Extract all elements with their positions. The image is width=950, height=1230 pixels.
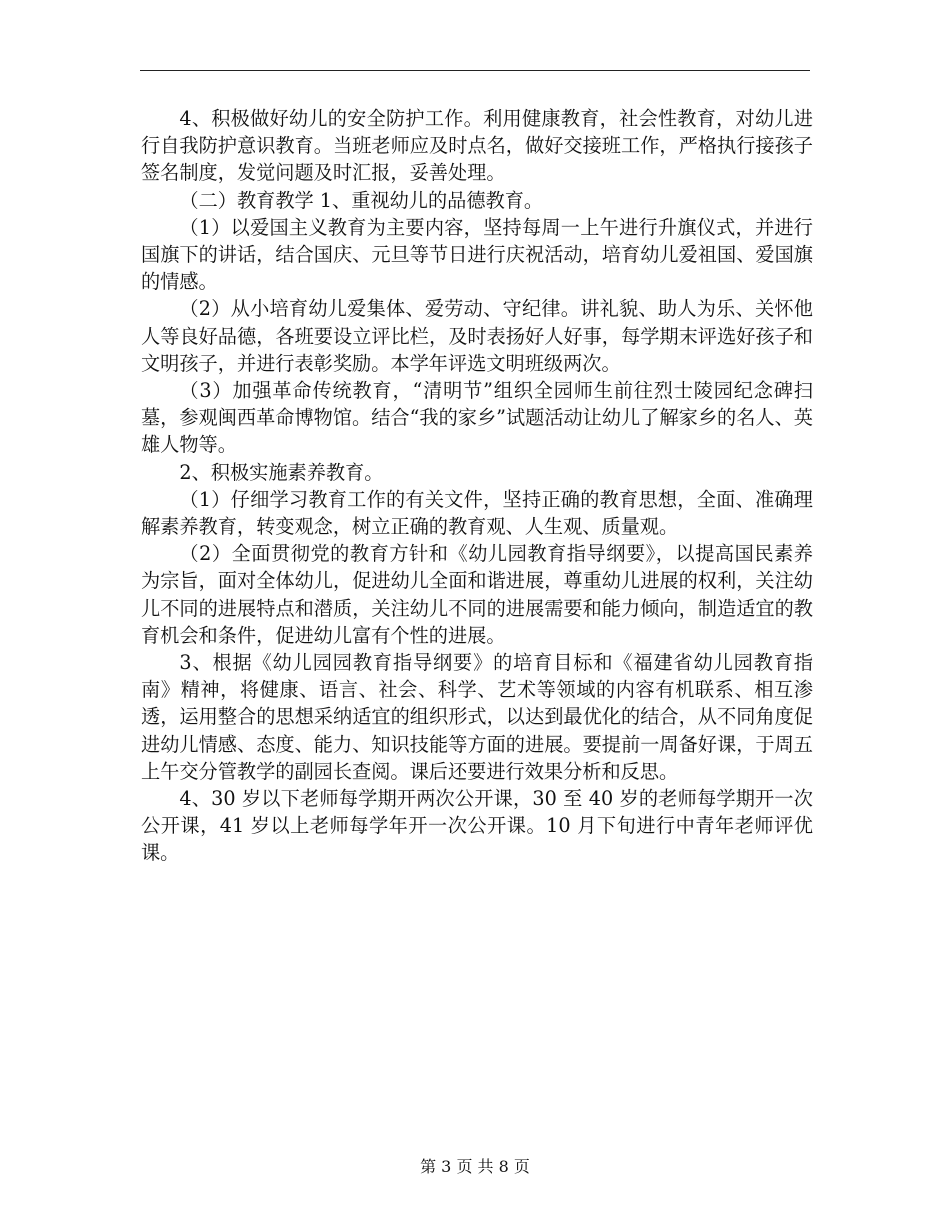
header-rule xyxy=(140,70,810,71)
paragraph-revolution-tradition: （3）加强革命传统教育，“清明节”组织全园师生前往烈士陵园纪念碑扫墓，参观闽西革命博物馆。结合“我的家乡”试题活动让幼儿了解家乡的名人、英雄人物等。 xyxy=(141,379,813,457)
paragraph-education-policy: （2）全面贯彻党的教育方针和《幼儿园教育指导纲要》，以提高国民素养为宗旨，面对全体幼儿，促进幼儿全面和谐进展，尊重幼儿进展的权利，关注幼儿不同的进展特点和潜质，关注幼儿不同的进展需要和能力倾向，制造适宜的教育机会和条件，促进幼儿富有个性的进展。 xyxy=(141,542,813,647)
paragraph-patriotism: （1）以爱国主义教育为主要内容，坚持每周一上午进行升旗仪式，并进行国旗下的讲话，结合国庆、元旦等节日进行庆祝活动，培育幼儿爱祖国、爱国旗的情感。 xyxy=(141,215,813,294)
document-body xyxy=(141,105,813,867)
page-number: 第 3 页 共 8 页 xyxy=(420,1157,530,1176)
paragraph-open-classes: 4、30 岁以下老师每学期开两次公开课，30 至 40 岁的老师每学期开一次公开课，41 岁以上老师每学年开一次公开课。10 月下旬进行中青年老师评优课。 xyxy=(141,787,813,865)
paragraph-study-documents: （1）仔细学习教育工作的有关文件，坚持正确的教育思想，全面、准确理解素养教育，转变观念，树立正确的教育观、人生观、质量观。 xyxy=(141,487,813,539)
paragraph-collectivism: （2）从小培育幼儿爱集体、爱劳动、守纪律。讲礼貌、助人为乐、关怀他人等良好品德，各班要设立评比栏，及时表扬好人好事，每学期末评选好孩子和文明孩子，并进行表彰奖励。本学年评选文明班级两次。 xyxy=(141,297,813,375)
paragraph-teaching-heading: （二）教育教学 1、重视幼儿的品德教育。 xyxy=(179,188,544,212)
paragraph-quality-heading: 2、积极实施素养教育。 xyxy=(179,460,384,484)
paragraph-curriculum-guidelines: 3、根据《幼儿园园教育指导纲要》的培育目标和《福建省幼儿园教育指南》精神，将健康、语言、社会、科学、艺术等领域的内容有机联系、相互渗透，运用整合的思想采纳适宜的组织形式，以达到最优化的结合，从不同角度促进幼儿情感、态度、能力、知识技能等方面的进展。要提前一周备好课，于周五上午交分管教学的副园长查阅。课后还要进行效果分析和反思。 xyxy=(141,651,813,783)
paragraph-safety: 4、积极做好幼儿的安全防护工作。利用健康教育，社会性教育，对幼儿进行自我防护意识教育。当班老师应及时点名，做好交接班工作，严格执行接孩子签名制度，发觉问题及时汇报，妥善处理。 xyxy=(141,107,813,185)
